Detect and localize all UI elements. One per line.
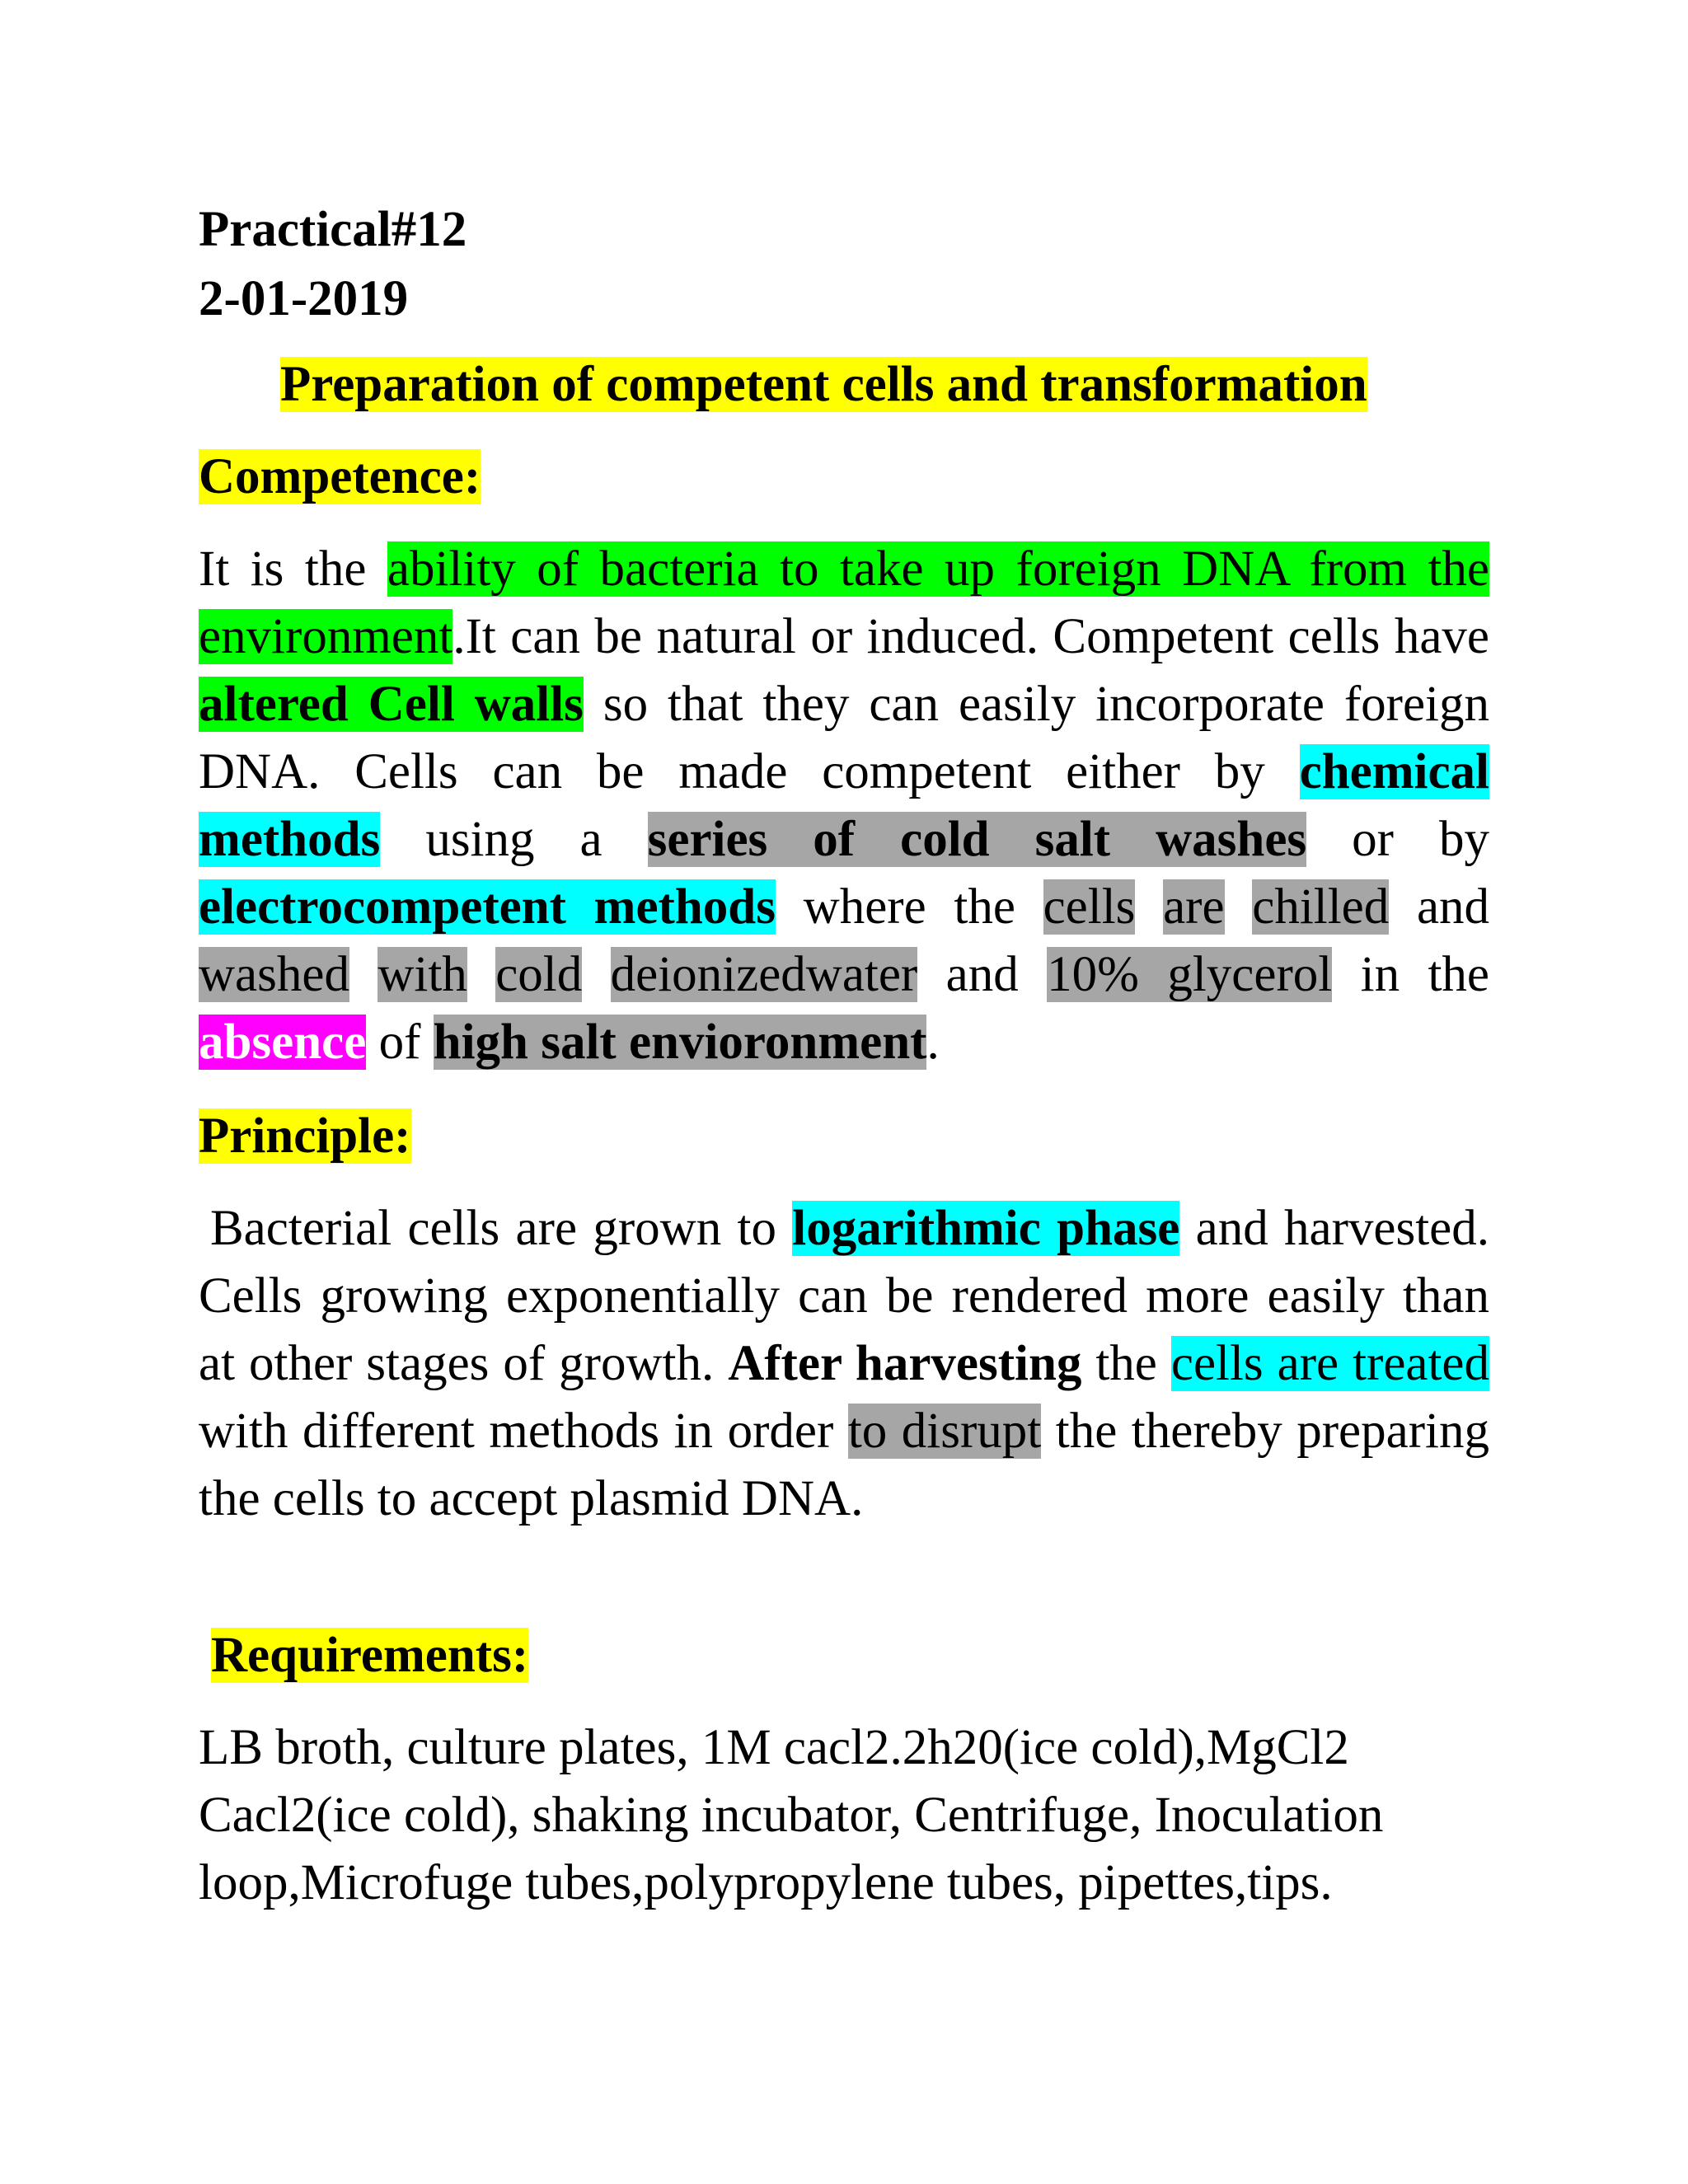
text-run: where the (775, 879, 1043, 935)
text-run (467, 947, 495, 1002)
text-run: with different methods in order (199, 1404, 848, 1459)
text-run (1225, 879, 1253, 935)
document-title-text: Preparation of competent cells and transformation (280, 357, 1367, 412)
bold-text: After harvesting (728, 1336, 1082, 1391)
competence-paragraph (199, 536, 1489, 1076)
highlight-gray: cold (495, 947, 583, 1002)
competence-heading (199, 449, 481, 504)
practical-date: 2-01-2019 (199, 271, 409, 326)
text-run: or by (1306, 812, 1489, 867)
highlight-gray: are (1163, 879, 1225, 935)
practical-number: Practical#12 (199, 202, 467, 257)
text-run: and (917, 947, 1048, 1002)
text-run: so that they can easily incorporate foreign DNA. Cells can be made competent either by (199, 677, 1489, 799)
highlight-gray: deionizedwater (610, 947, 918, 1002)
text-run: . (926, 1015, 940, 1070)
highlight-gray: 10% glycerol (1047, 947, 1333, 1002)
requirements-heading-text: Requirements: (211, 1628, 529, 1683)
highlight-green: ability of bacteria to take up foreign DNA from the environment (199, 541, 1489, 664)
highlight-gray-bold: high salt envioronment (433, 1015, 927, 1070)
text-run: and harvested. Cells growing exponentially can be rendered more easily than at other stages of growth. (199, 1201, 1489, 1391)
highlight-gray: washed (199, 947, 349, 1002)
text-run: in the (1332, 947, 1489, 1002)
competence-heading-text: Competence: (199, 449, 481, 504)
highlight-green-bold: altered Cell walls (199, 677, 584, 732)
text-run: It is the (199, 541, 387, 597)
text-run: the (1081, 1336, 1171, 1391)
highlight-gray: to disrupt (847, 1404, 1042, 1459)
text-run: .It can be natural or induced. Competent cells have (452, 609, 1489, 664)
text-run: using a (380, 812, 648, 867)
text-run: the thereby preparing the cells to accept plasmid DNA. (199, 1404, 1489, 1526)
text-run: Bacterial cells are grown to (210, 1201, 793, 1256)
text-run (582, 947, 610, 1002)
principle-paragraph (199, 1195, 1489, 1533)
highlight-gray: chilled (1252, 879, 1390, 935)
text-run (349, 947, 377, 1002)
text-run: and (1389, 879, 1490, 935)
requirements-paragraph: LB broth, culture plates, 1M cacl2.2h20(ice cold),MgCl2 Cacl2(ice cold), shaking incubator, Centrifuge, Inoculation loop,Microfuge tubes,polypropylene tubes, pipettes,tips. (199, 1720, 1384, 1910)
highlight-gray: cells (1043, 879, 1136, 935)
highlight-gray: with (377, 947, 467, 1002)
highlight-cyan-bold: logarithmic phase (792, 1201, 1180, 1256)
text-run (1135, 879, 1163, 935)
requirements-heading (211, 1628, 529, 1683)
highlight-magenta-bold: absence (199, 1015, 367, 1070)
highlight-cyan: cells are treated (1170, 1336, 1490, 1391)
text-run: of (366, 1015, 434, 1070)
highlight-cyan-bold: electrocompetent methods (199, 879, 776, 935)
principle-heading (199, 1108, 411, 1164)
highlight-cyan-bold: chemical methods (199, 744, 1489, 867)
principle-heading-text: Principle: (199, 1108, 411, 1164)
highlight-gray-bold: series of cold salt washes (647, 812, 1307, 867)
document-title (280, 359, 1367, 410)
